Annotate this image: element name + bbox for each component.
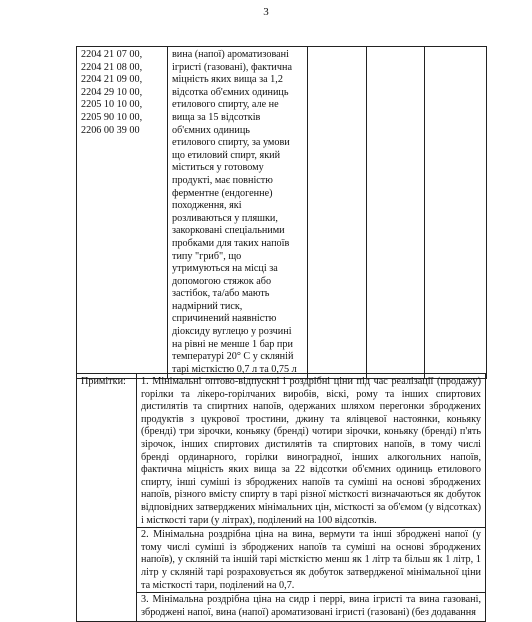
product-description-cell bbox=[168, 47, 308, 379]
description-line: пробками для таких напоїв bbox=[172, 237, 290, 249]
description-line: тарі місткістю 0,7 л та 0,75 л bbox=[172, 363, 297, 375]
description-line: міститься у готовому bbox=[172, 162, 264, 174]
product-code: 2204 21 08 00, bbox=[81, 61, 143, 73]
product-code: 2204 29 10 00, bbox=[81, 86, 143, 98]
description-line: вина (напої) ароматизовані bbox=[172, 49, 289, 60]
product-code: 2204 21 07 00, bbox=[81, 49, 143, 60]
product-code: 2204 21 09 00, bbox=[81, 74, 143, 86]
product-table bbox=[76, 46, 487, 379]
description-line: утримуються на місці за bbox=[172, 263, 278, 275]
note-item: 2. Мінімальна роздрібна ціна на вина, вермути та інші зброджені напої (у тому числі суміші із зброджених напоїв та суміші на основі зброджених напоїв), у скляній та іншій тарі місткістю менш як 1 літр та більш як 1 літр, 1 літр у скляній тарі розраховується як добуток затвердженої мінімальної ціни та місткості тари, поділений на 0,7. bbox=[137, 527, 485, 592]
product-code: 2206 00 39 00 bbox=[81, 124, 140, 136]
empty-cell bbox=[308, 47, 367, 379]
product-code: 2205 90 10 00, bbox=[81, 111, 143, 123]
description-line: надмірний тиск, bbox=[172, 300, 243, 312]
table-row bbox=[77, 374, 486, 622]
description-line: об'ємних одиниць bbox=[172, 124, 250, 136]
description-line: походження, які bbox=[172, 200, 242, 212]
description-line: відсотка об'ємних одиниць bbox=[172, 86, 289, 98]
description-line: допомогою стяжок або bbox=[172, 275, 272, 287]
description-line: закорковані спеціальними bbox=[172, 225, 285, 237]
description-line: етилового спирту, за умови bbox=[172, 137, 290, 149]
description-line: етилового спирту, але не bbox=[172, 99, 279, 111]
product-code: 2205 10 10 00, bbox=[81, 99, 143, 111]
description-line: продукті, має повністю bbox=[172, 174, 273, 186]
notes-label: Примітки: bbox=[77, 374, 137, 622]
note-item: 1. Мінімальні оптово-відпускні і роздрібні ціни під час реалізації (продажу) горілки та лікеро-горілчаних виробів, віскі, рому та інших спиртових дистилятів та спиртних напоїв, одержаних шляхом перегонки зброджених продуктів з цукрової тростини, джину та ялівцевої настоянки, коньяку (бренді) три зірочки, коньяку (бренді) чотири зірочки, коньяку (бренді) п'ять зірочок, інших спиртових дистилятів та спиртових напоїв, в тому числі бренді ординарного, горілки виноградної, інших алкогольних напоїв, фактична міцність яких вища за 22 відсотки об'ємних одиниць етилового спирту, інші суміші із зброджених напоїв та суміші на основі зброджених напоїв, різного вмісту спирту в тарі різної місткості визначаються як добуток відповідних затверджених мінімальних цін, місткості за об'ємом (у відсотках) і місткості тари (у літрах), поділений на 100 відсотків. bbox=[141, 376, 481, 526]
table-row bbox=[77, 47, 487, 379]
description-line: діоксиду вуглецю у розчині bbox=[172, 326, 292, 338]
notes-table bbox=[76, 373, 486, 622]
description-line: ігристі (газовані), фактична bbox=[172, 61, 292, 73]
description-line: що етиловий спирт, який bbox=[172, 149, 281, 161]
page-number: 3 bbox=[263, 6, 269, 18]
description-line: застібок, та/або мають bbox=[172, 288, 270, 300]
description-line: ферментне (ендогенне) bbox=[172, 187, 273, 199]
product-codes-cell bbox=[77, 47, 168, 379]
empty-cell bbox=[367, 47, 425, 379]
description-line: спричинений наявністю bbox=[172, 313, 277, 325]
description-line: вища за 15 відсотків bbox=[172, 111, 261, 123]
description-line: типу "гриб", що bbox=[172, 250, 242, 262]
description-line: на рівні не менше 1 бар при bbox=[172, 338, 293, 350]
notes-body bbox=[137, 374, 486, 622]
description-line: температурі 20° С у скляній bbox=[172, 351, 294, 363]
description-line: міцність яких вища за 1,2 bbox=[172, 74, 283, 86]
empty-cell bbox=[425, 47, 487, 379]
description-line: розливаються у пляшки, bbox=[172, 212, 278, 224]
note-item: 3. Мінімальна роздрібна ціна на сидр і перрі, вина ігристі та вина газовані, зброджені напої, вина (напої) ароматизовані ігристі (газовані) (без додавання bbox=[137, 592, 485, 619]
